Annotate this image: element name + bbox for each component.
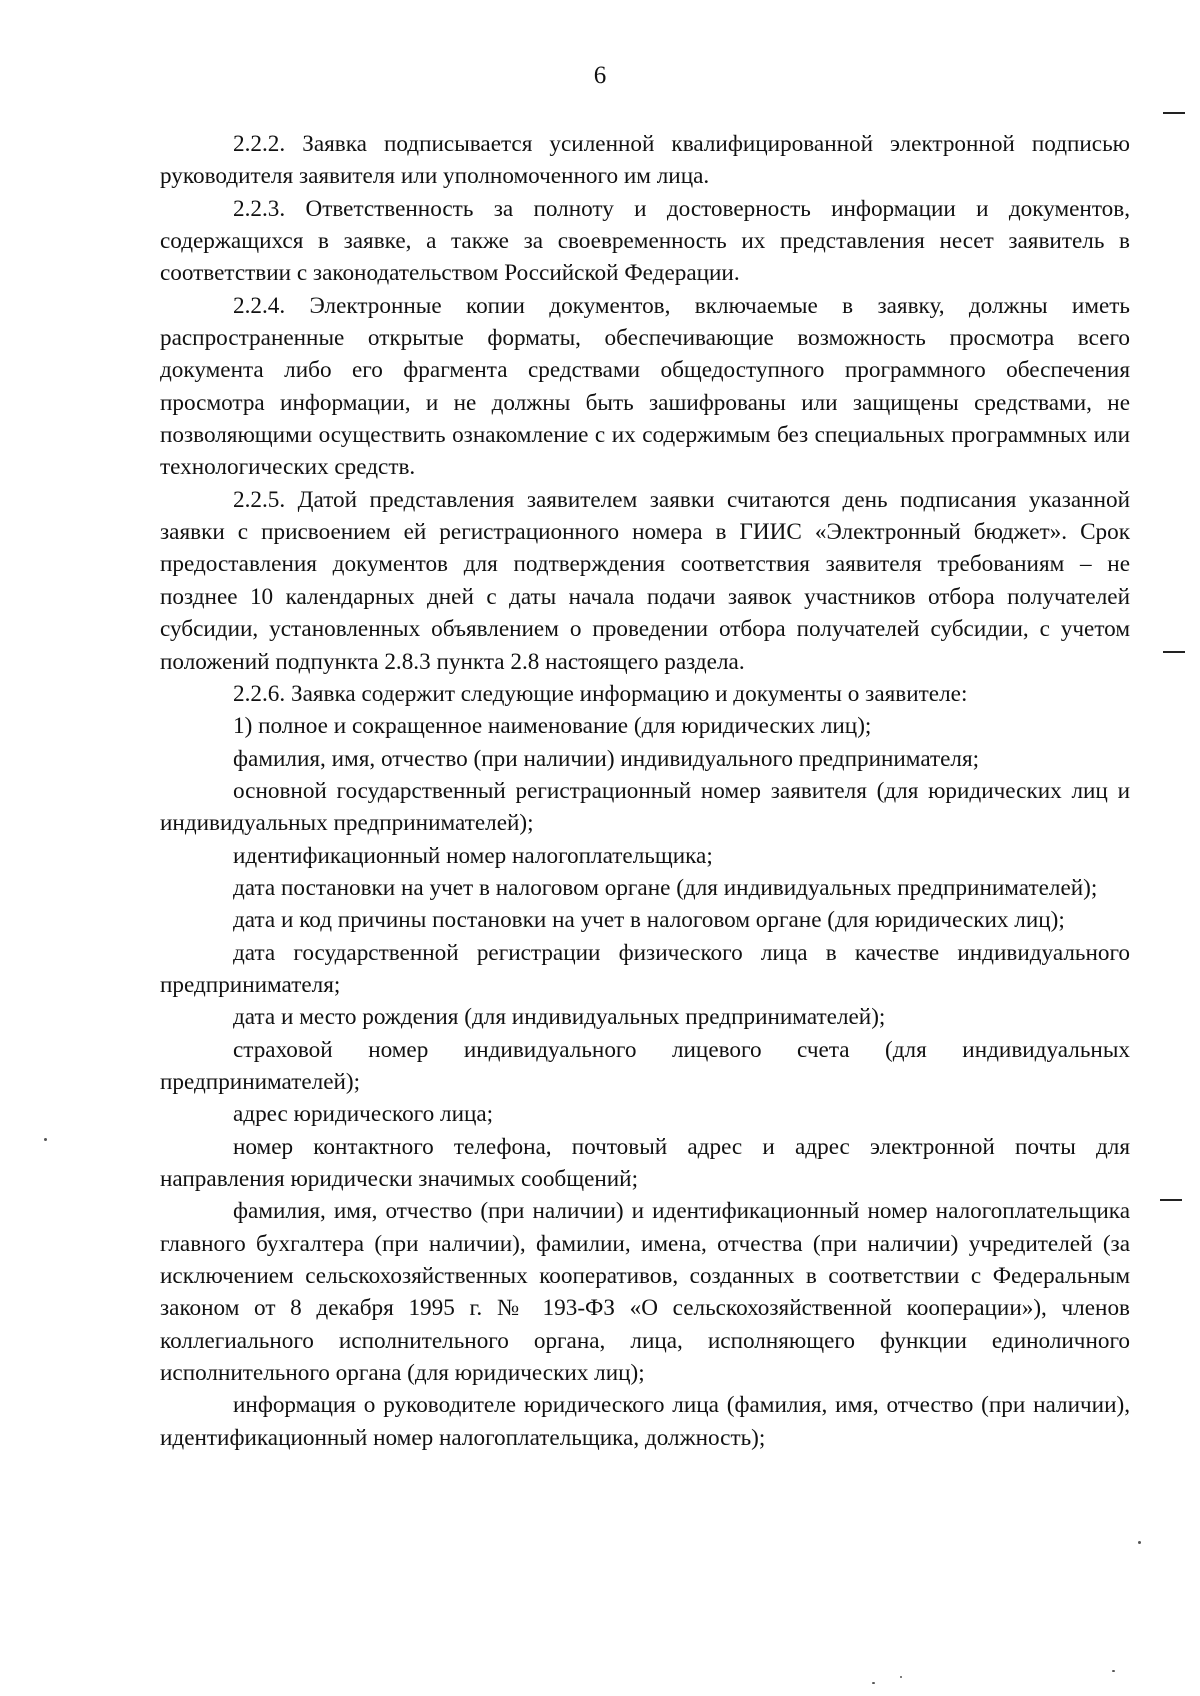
paragraph-2-2-3: 2.2.3. Ответственность за полноту и достоверность информации и документов, содержащихся в заявке, а также за своевременность их представления несет заявитель в соответствии с законодательством Российской Федерации. bbox=[160, 195, 1130, 287]
list-item-full-name: 1) полное и сокращенное наименование (для юридических лиц); bbox=[233, 713, 872, 740]
scan-speck bbox=[872, 1682, 875, 1684]
list-item-tax-registration-date: дата постановки на учет в налоговом органе (для индивидуальных предпринимателей); bbox=[233, 874, 1098, 901]
list-item-entrepreneur-name: фамилия, имя, отчество (при наличии) индивидуального предпринимателя; bbox=[233, 745, 980, 772]
list-item-head-info: информация о руководителе юридического лица (фамилия, имя, отчество (при наличии), идентификационный номер налогоплательщика, должность); bbox=[160, 1392, 1130, 1451]
margin-mark bbox=[1160, 1199, 1182, 1201]
paragraph-2-2-6: 2.2.6. Заявка содержит следующие информацию и документы о заявителе: bbox=[233, 680, 968, 707]
list-item-birth-date-place: дата и место рождения (для индивидуальных предпринимателей); bbox=[233, 1004, 886, 1031]
document-body bbox=[160, 128, 1130, 1454]
paragraph-2-2-2: 2.2.2. Заявка подписывается усиленной квалифицированной электронной подписью руководителя заявителя или уполномоченного им лица. bbox=[160, 131, 1130, 190]
paragraph-2-2-5: 2.2.5. Датой представления заявителем заявки считаются день подписания указанной заявки с присвоением ей регистрационного номера в ГИИС «Электронный бюджет». Срок предоставления документов для подтверждения соответствия заявителя требованиям – не позднее 10 календарных дней с даты начала подачи заявок участников отбора получателей субсидии, установленных объявлением о проведении отбора получателей субсидии, с учетом положений подпункта 2.8.3 пункта 2.8 настоящего раздела. bbox=[160, 486, 1130, 675]
list-item-contacts: номер контактного телефона, почтовый адрес и адрес электронной почты для направления юридически значимых сообщений; bbox=[160, 1133, 1130, 1192]
margin-mark bbox=[1163, 112, 1185, 114]
scan-speck bbox=[44, 1138, 47, 1141]
paragraph-2-2-4: 2.2.4. Электронные копии документов, включаемые в заявку, должны иметь распространенные открытые форматы, обеспечивающие возможность просмотра всего документа либо его фрагмента средствами общедоступного программного обеспечения просмотра информации, и не должны быть зашифрованы или защищены средствами, не позволяющими осуществить ознакомление с их содержимым без специальных программных или технологических средств. bbox=[160, 292, 1130, 481]
list-item-ogrn: основной государственный регистрационный номер заявителя (для юридических лиц и индивидуальных предпринимателей); bbox=[160, 777, 1130, 837]
list-item-legal-address: адрес юридического лица; bbox=[233, 1101, 494, 1128]
list-item-snils: страховой номер индивидуального лицевого счета (для индивидуальных предпринимателей); bbox=[160, 1036, 1130, 1095]
page-number: 6 bbox=[593, 62, 607, 89]
list-item-tax-registration-code: дата и код причины постановки на учет в налоговом органе (для юридических лиц); bbox=[233, 907, 1065, 934]
scan-speck bbox=[900, 1676, 902, 1678]
list-item-chief-accountant-founders: фамилия, имя, отчество (при наличии) и идентификационный номер налогоплательщика главного бухгалтера (при наличии), фамилии, имена, отчества (при наличии) учредителей (за исключением сельскохозяйственных кооперативов, созданных в соответствии с Федеральным законом от 8 декабря 1995 г. № 193-ФЗ «О сельскохозяйственной кооперации»), членов коллегиального исполнительного органа, лица, исполняющего функции единоличного исполнительного органа (для юридических лиц); bbox=[160, 1198, 1130, 1387]
scan-speck bbox=[1112, 1670, 1115, 1672]
margin-mark bbox=[1163, 651, 1185, 653]
list-item-state-registration-date: дата государственной регистрации физического лица в качестве индивидуального предпринимателя; bbox=[160, 939, 1130, 998]
list-item-inn: идентификационный номер налогоплательщика; bbox=[233, 842, 713, 869]
scan-speck bbox=[1138, 1541, 1141, 1544]
